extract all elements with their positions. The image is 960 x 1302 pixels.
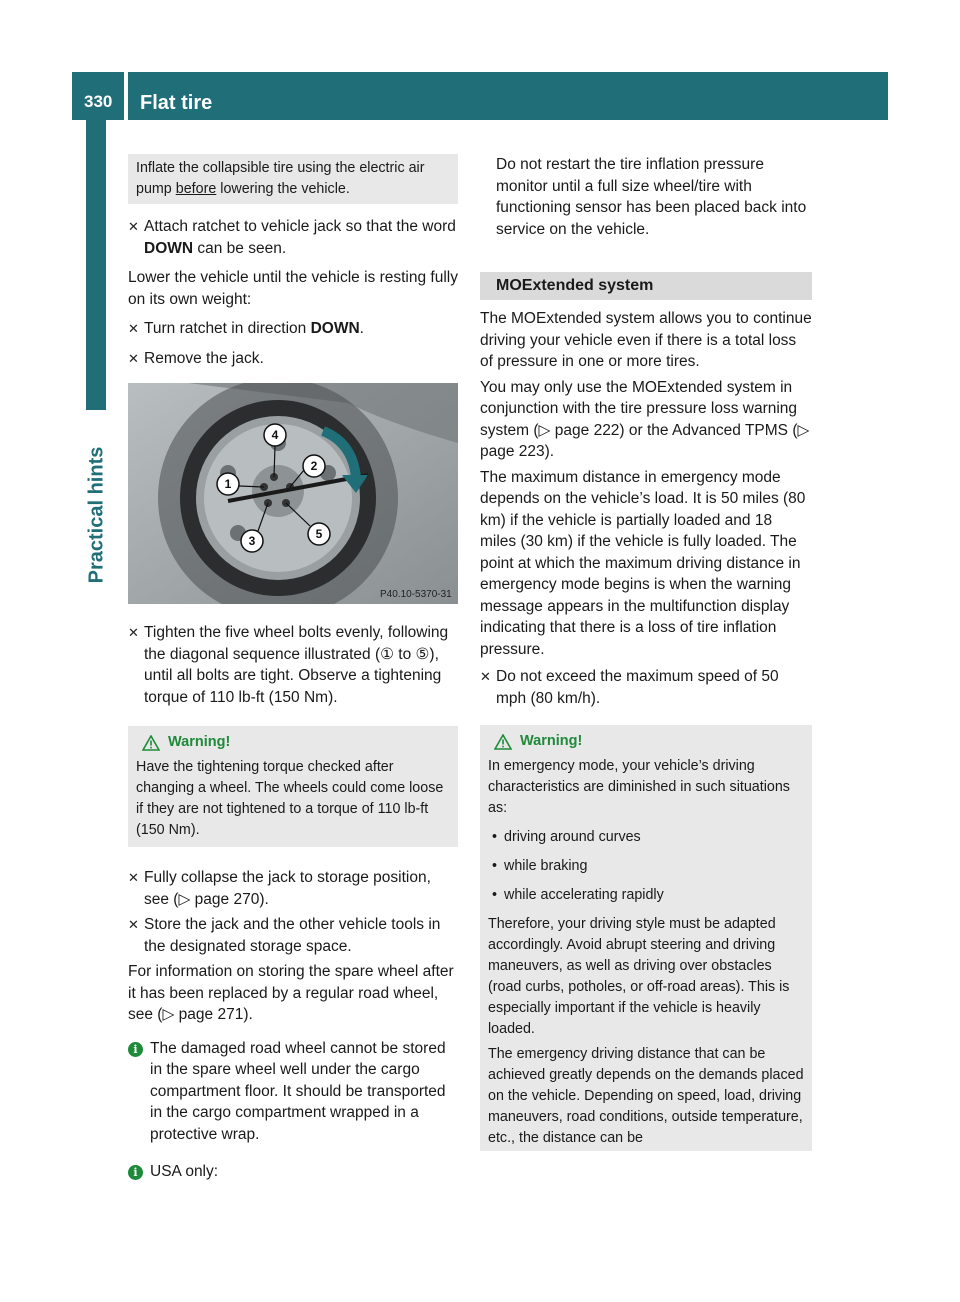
- step-remove-jack: [128, 348, 458, 370]
- step-text: Attach ratchet to vehicle jack so that the word: [144, 218, 456, 235]
- step-turn-ratchet: [128, 318, 458, 340]
- step-marker-icon: ✕: [128, 870, 139, 885]
- step-text: can be seen.: [193, 239, 287, 257]
- paragraph-lower-vehicle: Lower the vehicle until the vehicle is resting fully on its own weight:: [128, 269, 458, 308]
- callout-3: 3: [248, 534, 256, 548]
- step-max-speed: [480, 666, 812, 709]
- note-text-pre: Inflate the collapsible tire using the electric air pump: [136, 160, 425, 197]
- paragraph-spare-wheel: For information on storing the spare wheel after it has been replaced by a regular road wheel, see (▷ page 271).: [128, 963, 454, 1023]
- warning-paragraph: Therefore, your driving style must be adapted accordingly. Avoid abrupt steering and driving maneuvers, as well as driving over obstacles (road curbs, potholes, or off-road areas). This is especially important if the vehicle is heavily loaded.: [488, 916, 790, 1037]
- warning-title: Warning!: [520, 733, 583, 749]
- step-marker-icon: ✕: [128, 350, 139, 366]
- bullet-text: driving around curves: [504, 829, 641, 845]
- warning-bullet: • while braking: [488, 856, 804, 877]
- step-text: .: [359, 320, 364, 337]
- bullet-text: while accelerating rapidly: [504, 887, 664, 903]
- bullet-text: while braking: [504, 858, 588, 874]
- note-text-post: lowering the vehicle.: [216, 181, 350, 197]
- step-text: Store the jack and the other vehicle tools in the designated storage space.: [144, 916, 441, 955]
- warning-bullet: • while accelerating rapidly: [488, 885, 804, 906]
- left-column: [128, 154, 458, 1183]
- step-bold: DOWN: [144, 239, 194, 257]
- callout-1: 1: [224, 477, 232, 491]
- step-store-jack: [128, 914, 458, 957]
- step-attach-ratchet: [128, 216, 458, 259]
- step-marker-icon: ✕: [480, 669, 491, 684]
- info-text: USA only:: [150, 1163, 219, 1180]
- warning-bullet: • driving around curves: [488, 827, 804, 848]
- section-heading: MOExtended system: [480, 272, 812, 300]
- warning-triangle-icon: [142, 735, 160, 751]
- warning-box: [480, 725, 812, 1151]
- side-tab: [86, 120, 106, 410]
- step-text: Do not exceed the maximum speed of 50 mph (80 km/h).: [496, 668, 779, 707]
- paragraph-max-distance: The maximum distance in emergency mode depends on the vehicle’s load. It is 50 miles (80 km) if the vehicle is partially loaded and 18 miles (30 km) if the vehicle is fully loaded. The point at which the maximum driving distance in emergency mode begins is when the warning message appears in the multifunction display indicating that there is a loss of tire inflation pressure.: [480, 468, 806, 658]
- header-divider: [124, 72, 128, 120]
- step-text: Tighten the five wheel bolts evenly, following the diagonal sequence illustrated (① to ⑤), until all bolts are tight. Observe a tightening torque of 110 lb-ft (150 Nm).: [144, 624, 449, 706]
- right-column: [480, 154, 812, 1151]
- figure-code: P40.10-5370-31: [380, 589, 452, 600]
- warning-title: Warning!: [168, 734, 231, 750]
- step-marker-icon: ✕: [128, 219, 139, 234]
- warning-intro: In emergency mode, your vehicle’s driving characteristics are diminished in such situations as:: [488, 758, 790, 816]
- page-title: Flat tire: [140, 92, 213, 114]
- side-label: [80, 420, 114, 610]
- warning-triangle-icon: [494, 734, 512, 750]
- side-label-text: Practical hints: [85, 446, 108, 584]
- page-number: 330: [84, 92, 113, 111]
- step-bold: DOWN: [310, 320, 360, 337]
- note-box: [128, 154, 458, 204]
- step-marker-icon: ✕: [128, 321, 139, 336]
- info-note-usa: [128, 1161, 458, 1183]
- step-text: Turn ratchet in direction: [144, 320, 311, 337]
- paragraph-moextended-intro: The MOExtended system allows you to continue driving your vehicle even if there is a total loss of pressure in one or more tires.: [480, 310, 812, 370]
- info-text: The damaged road wheel cannot be stored in the spare wheel well under the cargo compartment floor. It should be transported in the cargo compartment wrapped in a protective wrap.: [150, 1039, 446, 1143]
- paragraph-moextended-usage: You may only use the MOExtended system in conjunction with the tire pressure loss warning system (▷ page 222) or the Advanced TPMS (▷ page 223).: [480, 378, 810, 460]
- info-note-damaged-wheel: [128, 1038, 458, 1146]
- callout-2: 2: [310, 459, 318, 473]
- info-icon: i: [128, 1165, 143, 1180]
- step-tighten-bolts: [128, 622, 458, 708]
- step-text: Fully collapse the jack to storage position, see (▷ page 270).: [144, 869, 431, 908]
- warning-paragraph: The emergency driving distance that can be achieved greatly depends on the demands placed on the vehicle. Depending on speed, load, driving maneuvers, road conditions, outside temperature, etc., the distance can be: [488, 1046, 804, 1146]
- step-marker-icon: ✕: [128, 625, 139, 640]
- wheel-bolt-figure: [128, 383, 458, 604]
- warning-box: [128, 726, 458, 847]
- info-icon: i: [128, 1042, 143, 1057]
- callout-4: 4: [271, 428, 279, 442]
- step-text: Remove the jack.: [144, 349, 264, 367]
- note-continuation: Do not restart the tire inflation pressure monitor until a full size wheel/tire with functioning sensor has been placed back into service on the vehicle.: [496, 156, 807, 238]
- note-text-underlined: before: [175, 181, 217, 197]
- warning-text: Have the tightening torque checked after changing a wheel. The wheels could come loose if they are not tightened to a torque of 110 lb-ft (150 Nm).: [136, 759, 444, 838]
- step-collapse-jack: [128, 867, 458, 910]
- wheel-illustration: [128, 383, 458, 604]
- step-marker-icon: ✕: [128, 917, 139, 932]
- callout-5: 5: [315, 527, 323, 541]
